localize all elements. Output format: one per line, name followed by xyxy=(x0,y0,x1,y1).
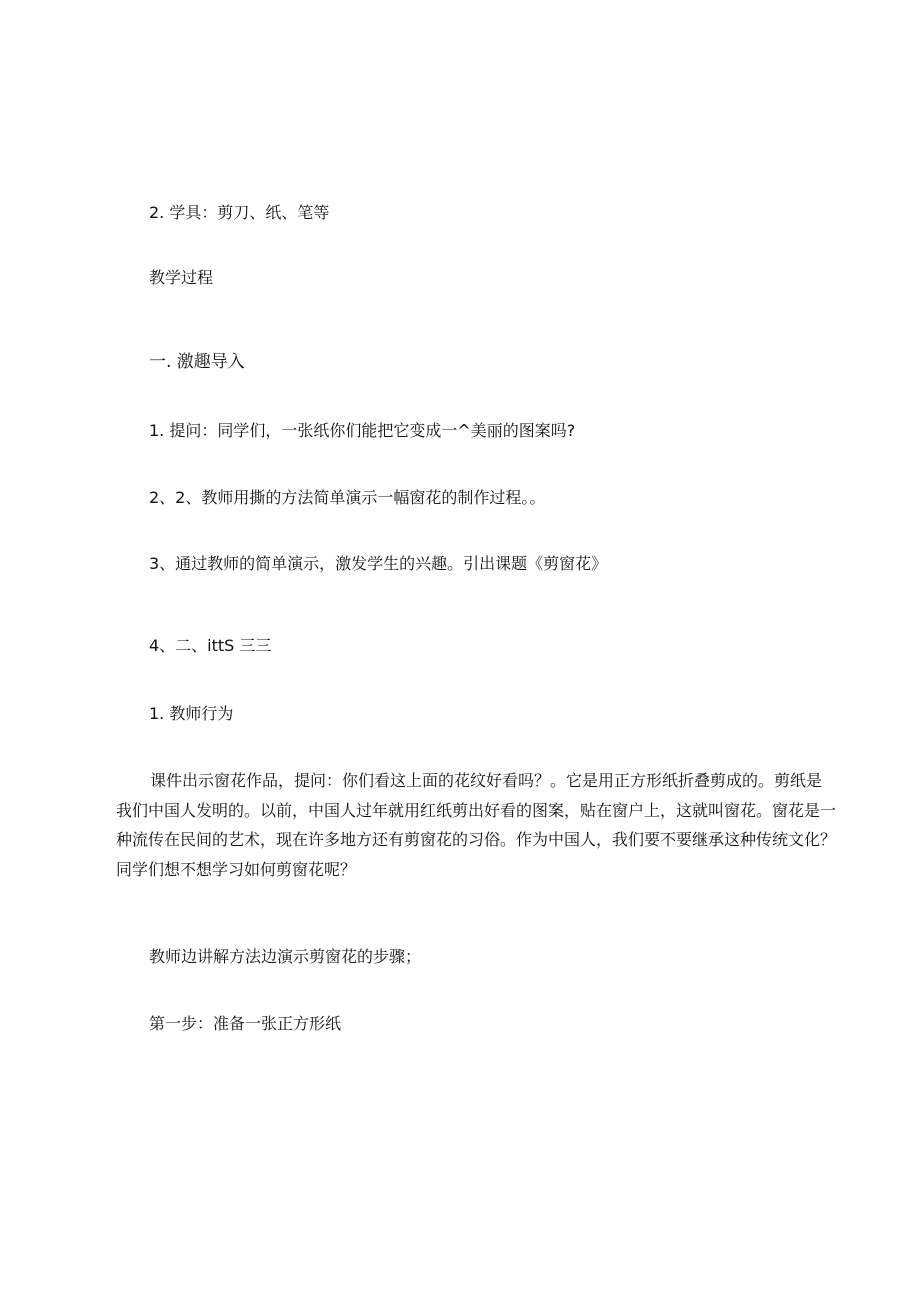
section-title-intro: 一. 激趣导入 xyxy=(149,352,245,372)
supplies-line: 2. 学具：剪刀、纸、笔等 xyxy=(149,203,330,222)
list-item: 4、二、ittS 三三 xyxy=(149,636,272,655)
list-item: 2、2、教师用撕的方法简单演示一幅窗花的制作过程。。 xyxy=(149,488,546,507)
body-paragraph: 课件出示窗花作品，提问：你们看这上面的花纹好看吗？。它是用正方形纸折叠剪成的。剪纸是我们中国人发明的。以前，中国人过年就用红纸剪出好看的图案，贴在窗户上，这就叫窗花。窗花是一种流传在民间的艺术，现在许多地方还有剪窗花的习俗。作为中国人，我们要不要继承这种传统文化？同学们想不想学习如何剪窗花呢？ xyxy=(116,771,837,879)
teacher-behavior-heading: 1. 教师行为 xyxy=(149,704,234,723)
process-title: 教学过程 xyxy=(149,268,214,287)
steps-intro: 教师边讲解方法边演示剪窗花的步骤； xyxy=(149,947,422,966)
list-item: 1. 提问：同学们，一张纸你们能把它变成一^美丽的图案吗? xyxy=(149,421,576,440)
list-item: 3、通过教师的简单演示，激发学生的兴趣。引出课题《剪窗花》 xyxy=(149,554,608,573)
step-one: 第一步：准备一张正方形纸 xyxy=(149,1014,342,1033)
